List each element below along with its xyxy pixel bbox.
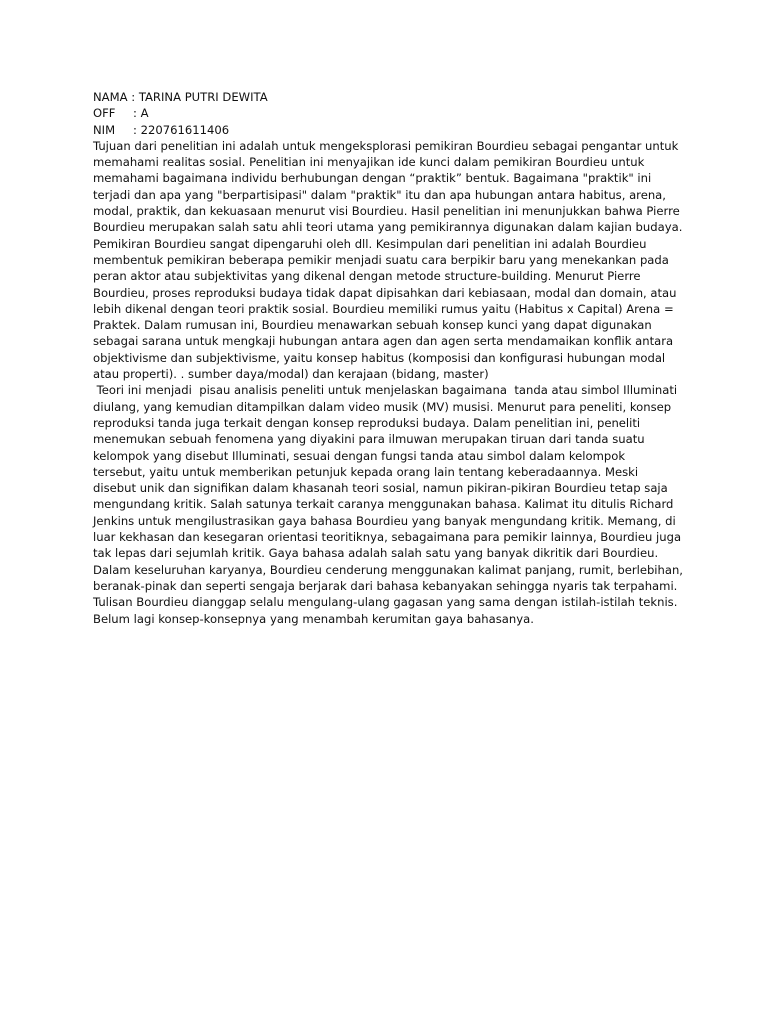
off-label: OFF (93, 106, 116, 121)
paragraph-line: Belum lagi konsep-konsepnya yang menambah kerumitan gaya bahasanya. (93, 611, 534, 626)
paragraph-2 (93, 382, 683, 626)
paragraph-line: Tujuan dari penelitian ini adalah untuk mengeksplorasi pemikiran Bourdieu sebagai pengantar untuk (93, 138, 679, 153)
paragraph-line: mengundang kritik. Salah satunya terkait caranya menggunakan bahasa. Kalimat itu ditulis Richard (93, 497, 674, 512)
paragraph-line: peran aktor atau subjektivitas yang dikenal dengan metode structure-building. Menurut Pierre (93, 269, 641, 284)
paragraph-line: memahami bagaimana individu berhubungan dengan “praktik” bentuk. Bagaimana "praktik" ini (93, 171, 652, 186)
paragraph-line: kelompok yang disebut Illuminati, sesuai dengan fungsi tanda atau simbol dalam kelompok (93, 448, 626, 463)
paragraph-line: atau properti). . sumber daya/modal) dan kerajaan (bidang, master) (93, 367, 489, 382)
off-line (93, 105, 683, 121)
paragraph-line: terjadi dan apa yang "berpartisipasi" dalam "praktik" itu dan apa hubungan antara habitus, arena, (93, 187, 666, 202)
paragraph-line: Praktek. Dalam rumusan ini, Bourdieu menawarkan sebuah konsep kunci yang dapat digunakan (93, 318, 652, 333)
paragraph-line: luar kekhasan dan kesegaran orientasi teoritiknya, sebagaimana para pemikir lainnya, Bourdieu juga (93, 530, 682, 545)
nim-value: : 220761611406 (133, 122, 230, 137)
paragraph-line: menemukan sebuah fenomena yang diyakini para ilmuwan merupakan tiruan dari tanda suatu (93, 432, 645, 447)
paragraph-line: Dalam keseluruhan karyanya, Bourdieu cenderung menggunakan kalimat panjang, rumit, berlebihan, (93, 562, 683, 577)
nim-label: NIM (93, 122, 116, 137)
paragraph-line: sebagai sarana untuk mengkaji hubungan antara agen dan agen serta mendamaikan konflik antara (93, 334, 674, 349)
paragraph-line: beranak-pinak dan seperti sengaja berjarak dari bahasa kebanyakan sehingga nyaris tak terpahami. (93, 578, 678, 593)
paragraph-line: reproduksi tanda juga terkait dengan konsep reproduksi budaya. Dalam penelitian ini, peneliti (93, 415, 641, 430)
paragraph-line: modal, praktik, dan kekuasaan menurut visi Bourdieu. Hasil penelitian ini menunjukkan bahwa Pierre (93, 204, 680, 219)
paragraph-line: tak lepas dari sejumlah kritik. Gaya bahasa adalah salah satu yang banyak dikritik dari Bourdieu. (93, 546, 659, 561)
name-line: NAMA : TARINA PUTRI DEWITA (93, 90, 268, 104)
paragraph-line: Bourdieu merupakan salah satu ahli teori utama yang pemikirannya digunakan dalam kajian budaya. (93, 220, 683, 235)
paragraph-line: Pemikiran Bourdieu sangat dipengaruhi oleh dll. Kesimpulan dari penelitian ini adalah Bourdieu (93, 236, 647, 251)
nim-line (93, 122, 683, 138)
paragraph-1 (93, 138, 683, 382)
paragraph-line: Jenkins untuk mengilustrasikan gaya bahasa Bourdieu yang banyak mengundang kritik. Memang, di (93, 513, 676, 528)
paragraph-line: Bourdieu, proses reproduksi budaya tidak dapat dipisahkan dari kebiasaan, modal dan domain, atau (93, 285, 677, 300)
paragraph-line: Teori ini menjadi pisau analisis peneliti untuk menjelaskan bagaimana tanda atau simbol Illuminati (93, 383, 678, 398)
paragraph-line: membentuk pemikiran beberapa pemikir menjadi suatu cara berpikir baru yang menekankan pada (93, 252, 669, 267)
paragraph-line: memahami realitas sosial. Penelitian ini menyajikan ide kunci dalam pemikiran Bourdieu untuk (93, 155, 645, 170)
paragraph-line: Tulisan Bourdieu dianggap selalu mengulang-ulang gagasan yang sama dengan istilah-istilah teknis. (93, 595, 678, 610)
off-value: : A (133, 106, 149, 121)
paragraph-line: objektivisme dan subjektivisme, yaitu konsep habitus (komposisi dan konfigurasi hubungan modal (93, 350, 666, 365)
paragraph-line: diulang, yang kemudian ditampilkan dalam video musik (MV) musisi. Menurut para peneliti, konsep (93, 399, 672, 414)
document-page (93, 89, 683, 627)
paragraph-line: lebih dikenal dengan teori praktik sosial. Bourdieu memiliki rumus yaitu (Habitus x Capital) Arena = (93, 301, 674, 316)
paragraph-line: disebut unik dan signifikan dalam khasanah teori sosial, namun pikiran-pikiran Bourdieu tetap saja (93, 481, 668, 496)
paragraph-line: tersebut, yaitu untuk memberikan petunjuk kepada orang lain tentang keberadaannya. Meski (93, 464, 639, 479)
